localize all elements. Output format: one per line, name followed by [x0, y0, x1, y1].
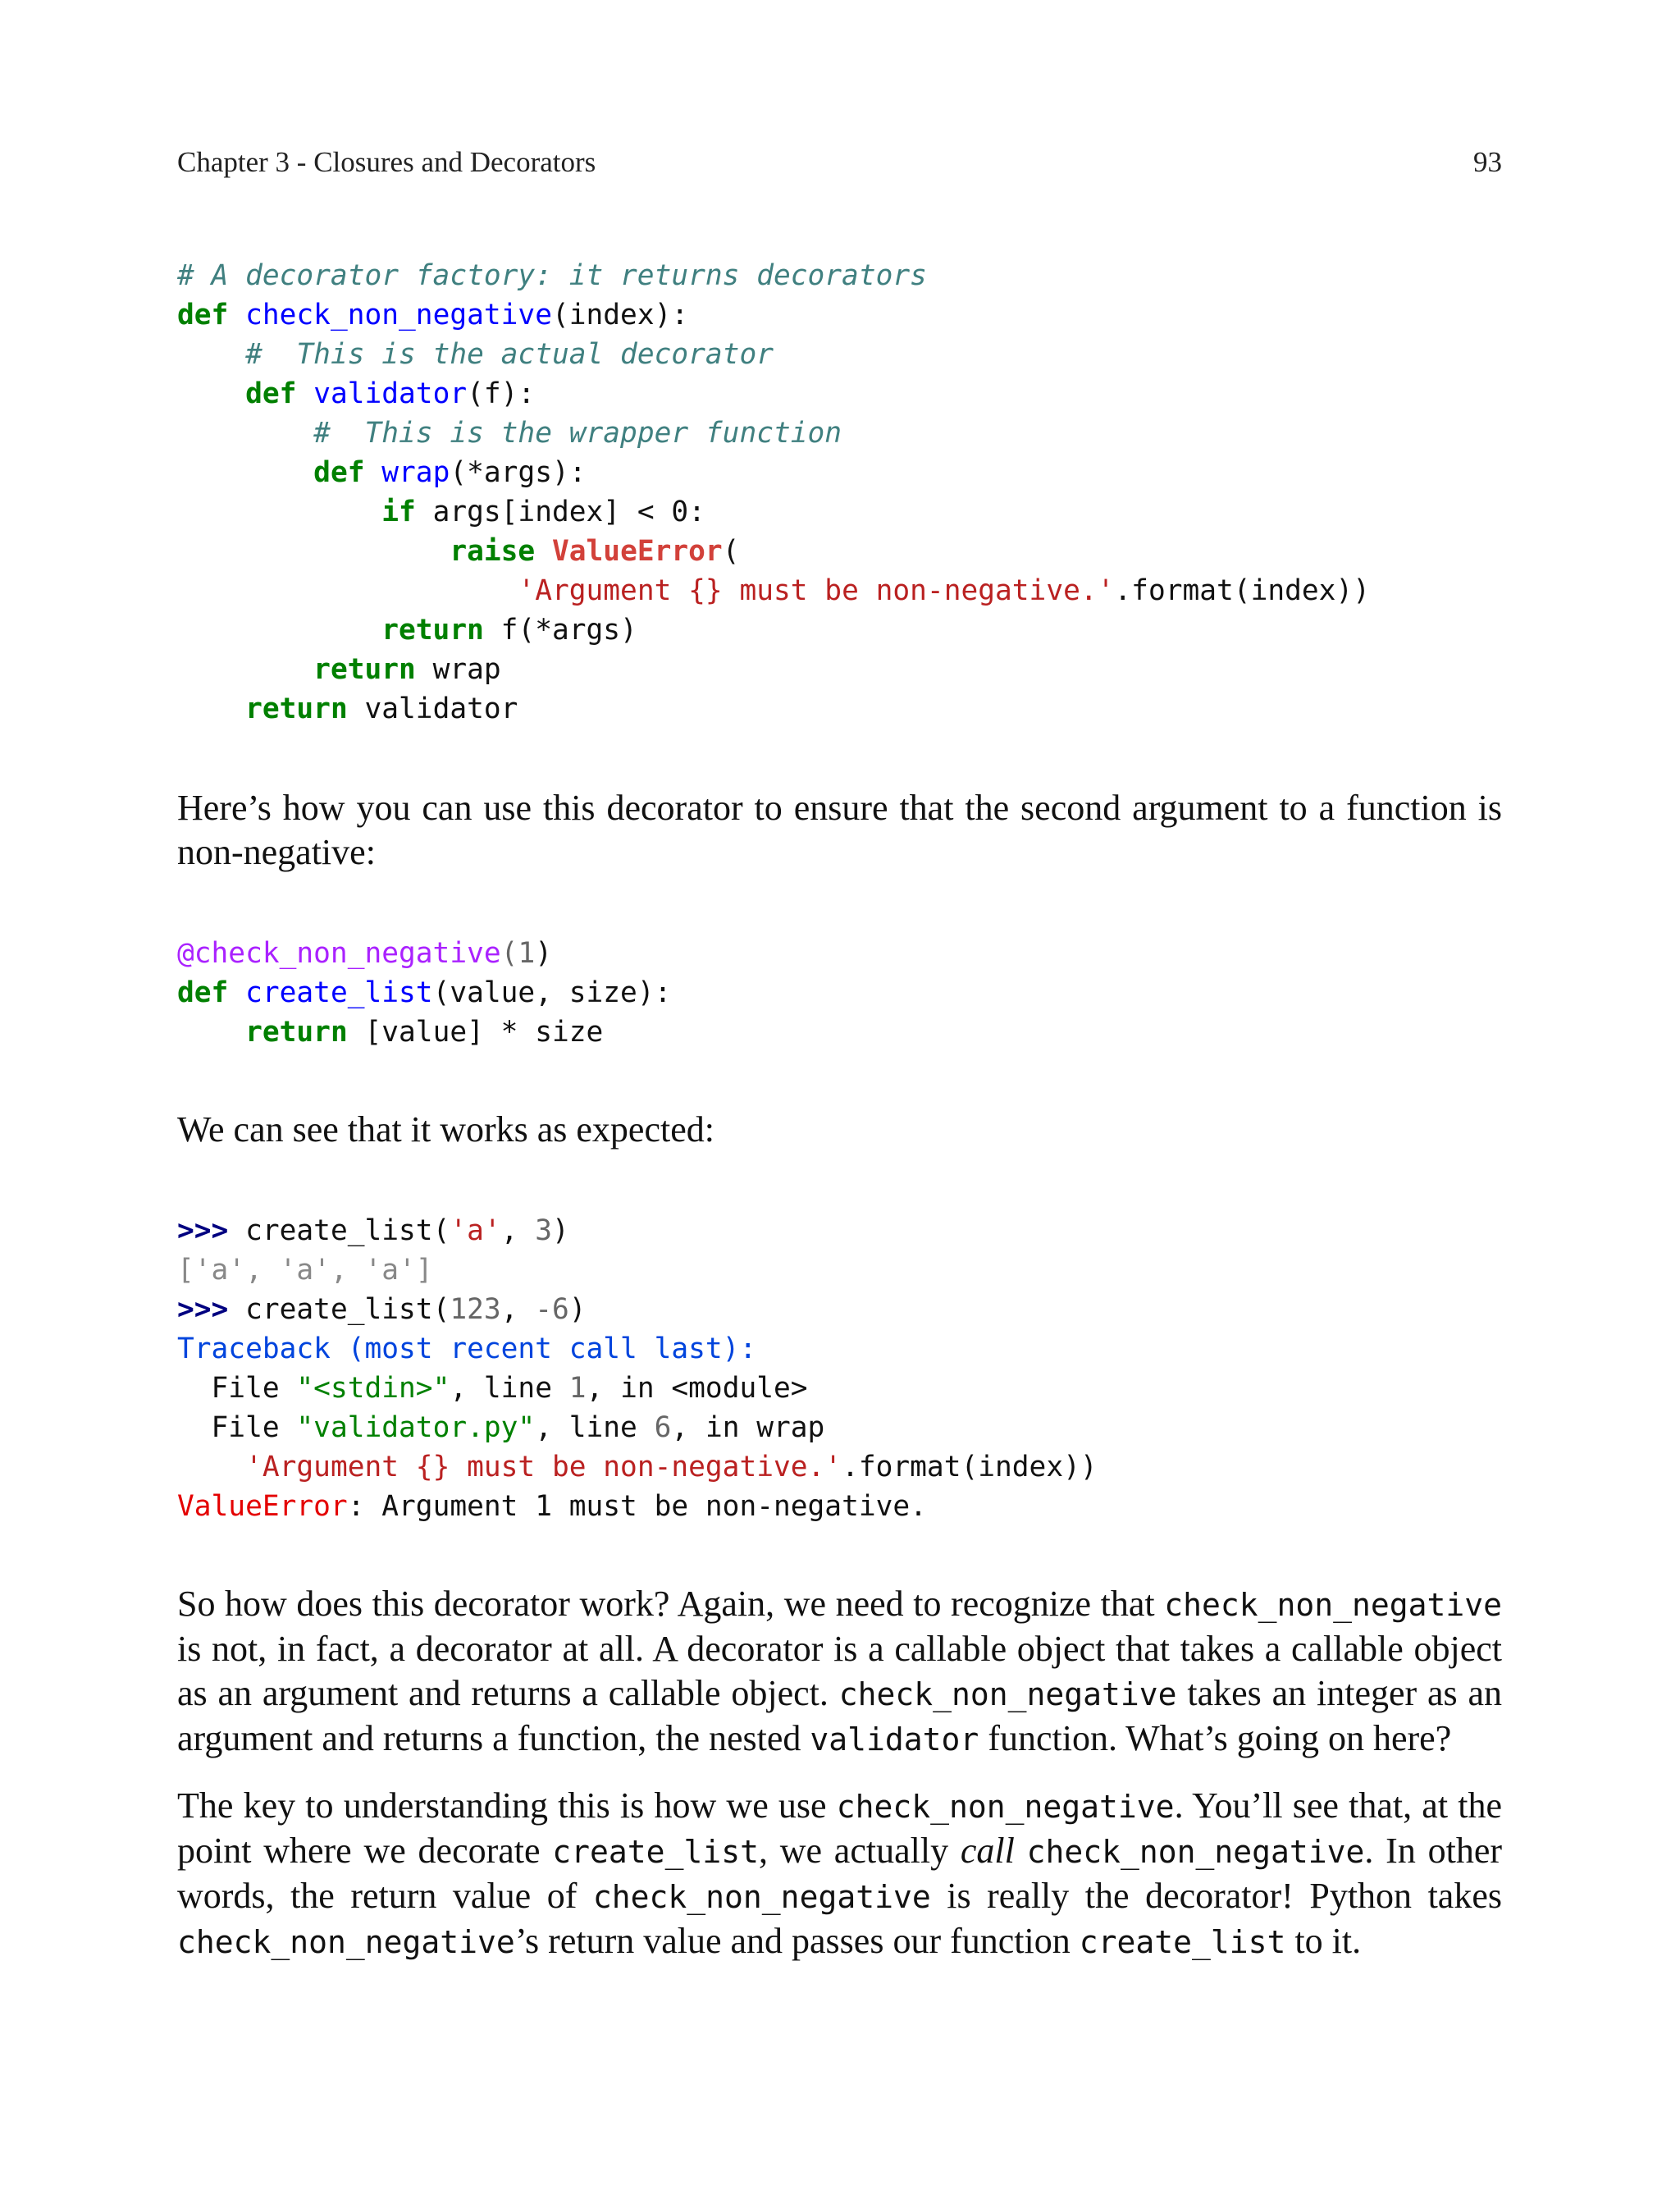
code-text: in <module> [620, 1372, 808, 1405]
chapter-title: Chapter 3 - Closures and Decorators [177, 146, 596, 178]
inline-code: check_non_negative [838, 1676, 1177, 1712]
code-string: "<stdin>" [296, 1372, 450, 1405]
code-function-name: create_list [245, 976, 433, 1009]
code-number: 123 [450, 1293, 501, 1326]
page-number: 93 [1473, 146, 1502, 178]
inline-code: validator [810, 1721, 979, 1758]
code-text: (f): [467, 377, 536, 410]
code-text: create_list( [245, 1214, 450, 1247]
paragraph-works-as-expected: We can see that it works as expected: [177, 1109, 714, 1150]
code-keyword: raise [450, 535, 536, 568]
code-text: ( [722, 535, 740, 568]
code-number: 1 [518, 937, 536, 970]
repl-prompt: >>> [177, 1293, 229, 1326]
code-keyword: def [177, 976, 229, 1009]
code-keyword: if [381, 496, 416, 528]
code-number: 6 [654, 1411, 672, 1444]
code-number: -6 [535, 1293, 569, 1326]
running-header [177, 146, 1502, 185]
code-comment: # A decorator factory: it returns decorators [177, 259, 927, 292]
repl-output: ['a', 'a', 'a'] [177, 1254, 433, 1287]
code-block-decorator-factory [177, 256, 1370, 729]
code-text: (index): [551, 299, 689, 331]
code-decorator: @check_non_negative [177, 937, 501, 970]
code-text: [value] * size [364, 1016, 604, 1049]
code-text: in wrap [705, 1411, 825, 1444]
code-text: .format(index)) [1114, 574, 1370, 607]
inline-code: check_non_negative [1026, 1834, 1365, 1870]
paragraph-key-to-understanding: The key to understanding this is how we use check_non_negative. You’ll see that, at the point where we decorate create_list, we actually call check_non_negative. In other words, the return value of check_non_negative is really the decorator! Python takes check_non_negative’s return value and passes our function create_list to it. [177, 1785, 1502, 1961]
error-message: : Argument 1 must be non-negative. [347, 1490, 927, 1523]
code-keyword: return [313, 653, 416, 686]
code-block-create-list: @check_non_negative(1) def create_list(value, size): return [value] * size [177, 937, 672, 1049]
code-exception-name: ValueError [551, 535, 723, 568]
code-text: f(*args) [500, 614, 637, 647]
code-text: .format(index)) [842, 1451, 1098, 1483]
inline-code: create_list [1079, 1924, 1286, 1960]
code-keyword: def [313, 456, 365, 489]
paragraph-usage-intro: Here’s how you can use this decorator to ensure that the second argument to a function is non-negative: [177, 788, 1502, 872]
code-string: 'Argument {} must be non-negative.' [518, 574, 1115, 607]
code-function-name: check_non_negative [245, 299, 552, 331]
code-string: 'a' [450, 1214, 501, 1247]
code-text: create_list( [245, 1293, 450, 1326]
inline-code: check_non_negative [1164, 1587, 1502, 1623]
code-text: wrap [432, 653, 501, 686]
code-text: validator [364, 693, 518, 725]
code-function-name: validator [313, 377, 468, 410]
code-keyword: def [177, 299, 229, 331]
repl-prompt: >>> [177, 1214, 229, 1247]
paragraph-how-it-works: So how does this decorator work? Again, we need to recognize that check_non_negative is not, in fact, a decorator at all. A decorator is a callable object that takes a callable object as an argument and returns a callable object. check_non_negative takes an integer as an argument and returns a function, the nested validator function. What’s going on here? [177, 1584, 1502, 1758]
code-number: 3 [535, 1214, 552, 1247]
code-keyword: return [381, 614, 484, 647]
code-keyword: def [245, 377, 297, 410]
inline-code: create_list [552, 1834, 759, 1870]
inline-code: check_non_negative [836, 1789, 1175, 1825]
code-block-repl-session: >>> create_list('a', 3) ['a', 'a', 'a'] >>> create_list(123, -6) Traceback (most recent call last): File "<stdin>", line 1, in <module> File "validator.py", line 6, in wrap 'Argument {} must be non-negative.'.format(index)) ValueError: Argument 1 must be non-negative. [177, 1214, 1098, 1523]
code-keyword: return [245, 693, 348, 725]
code-string: 'Argument {} must be non-negative.' [245, 1451, 842, 1483]
code-function-name: wrap [381, 456, 450, 489]
inline-code: check_non_negative [177, 1924, 515, 1960]
code-string: "validator.py" [296, 1411, 536, 1444]
code-keyword: return [245, 1016, 348, 1049]
code-text: (*args): [450, 456, 587, 489]
code-comment: # This is the wrapper function [313, 417, 842, 450]
code-number: 1 [568, 1372, 587, 1405]
code-text: (value, size): [432, 976, 672, 1009]
code-comment: # This is the actual decorator [245, 338, 774, 371]
emphasis: call [960, 1831, 1015, 1871]
inline-code: check_non_negative [592, 1879, 931, 1915]
error-type: ValueError [177, 1490, 348, 1523]
code-text: args[index] < 0: [432, 496, 705, 528]
traceback-header: Traceback (most recent call last): [177, 1332, 757, 1365]
